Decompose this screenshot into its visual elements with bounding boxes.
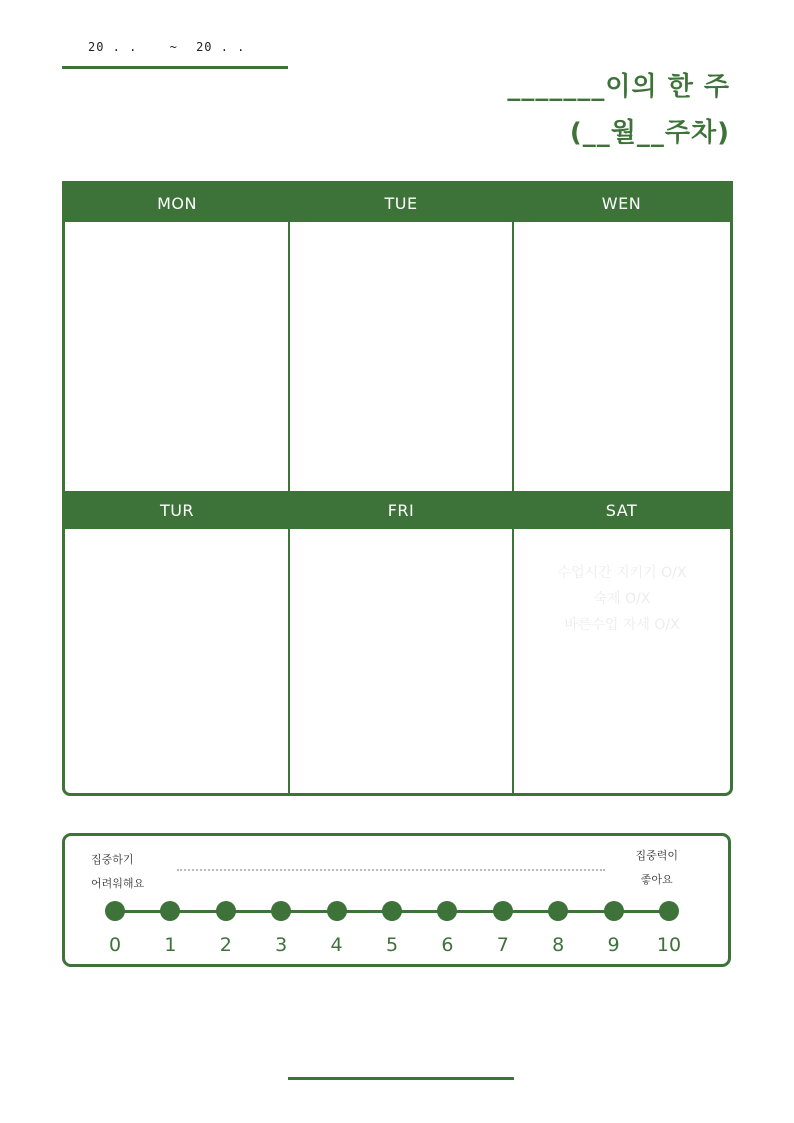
- checklist-item: 숙제 O/X: [593, 591, 651, 607]
- scale-number: 5: [385, 934, 399, 956]
- scale-point-6[interactable]: [437, 901, 457, 921]
- day-header-mon: MON: [157, 193, 197, 213]
- scale-point-3[interactable]: [271, 901, 291, 921]
- weekly-grid: [62, 181, 733, 796]
- scale-number: 8: [552, 934, 565, 956]
- saturday-checklist: [515, 560, 729, 638]
- scale-point-7[interactable]: [493, 901, 513, 921]
- scale-point-9[interactable]: [604, 901, 624, 921]
- day-header-tue: TUE: [384, 193, 418, 213]
- scale-low-label: [91, 848, 144, 896]
- scale-high-label-line1: 집중력이: [635, 849, 678, 862]
- row-header-weekdays-2: [65, 491, 730, 529]
- column-divider: [288, 184, 290, 796]
- day-header-sat: SAT: [605, 500, 638, 520]
- scale-number: 4: [330, 934, 343, 956]
- scale-number: 0: [108, 934, 122, 956]
- scale-high-label-line2: 좋아요: [640, 873, 673, 886]
- scale-number: 2: [219, 934, 232, 956]
- date-range: [88, 40, 245, 54]
- date-start: 20 . .: [88, 40, 138, 54]
- day-header-tur: TUR: [159, 500, 195, 520]
- scale-low-label-line2: 어려워해요: [91, 877, 145, 890]
- checklist-item: 바른수업 자세 O/X: [564, 617, 680, 633]
- scale-number: 7: [496, 934, 509, 956]
- scale-number: 3: [275, 934, 288, 956]
- scale-number: 10: [656, 934, 682, 956]
- scale-high-label: [635, 844, 678, 892]
- row-header-weekdays-1: [65, 184, 730, 222]
- date-end: 20 . .: [196, 40, 246, 54]
- date-underline: [62, 66, 288, 69]
- day-header-fri: FRI: [387, 500, 415, 520]
- page-title: _______이의 한 주: [507, 72, 730, 102]
- scale-point-0[interactable]: [105, 901, 125, 921]
- week-label: (__월__주차): [569, 118, 730, 148]
- dotted-divider: [177, 869, 605, 871]
- scale-number: 9: [607, 934, 620, 956]
- day-header-wen: WEN: [601, 193, 642, 213]
- scale-point-10[interactable]: [659, 901, 679, 921]
- checklist-item: 수업시간 지키기 O/X: [557, 565, 687, 581]
- scale-point-2[interactable]: [216, 901, 236, 921]
- scale-point-8[interactable]: [548, 901, 568, 921]
- scale-point-5[interactable]: [382, 901, 402, 921]
- date-tilde: ~: [169, 40, 178, 54]
- scale-number: 6: [441, 934, 454, 956]
- scale-point-1[interactable]: [160, 901, 180, 921]
- scale-point-4[interactable]: [327, 901, 347, 921]
- scale-low-label-line1: 집중하기: [91, 853, 134, 866]
- focus-scale: [62, 833, 731, 967]
- column-divider: [512, 184, 514, 796]
- signature-line: [288, 1077, 514, 1080]
- scale-number: 1: [164, 934, 177, 956]
